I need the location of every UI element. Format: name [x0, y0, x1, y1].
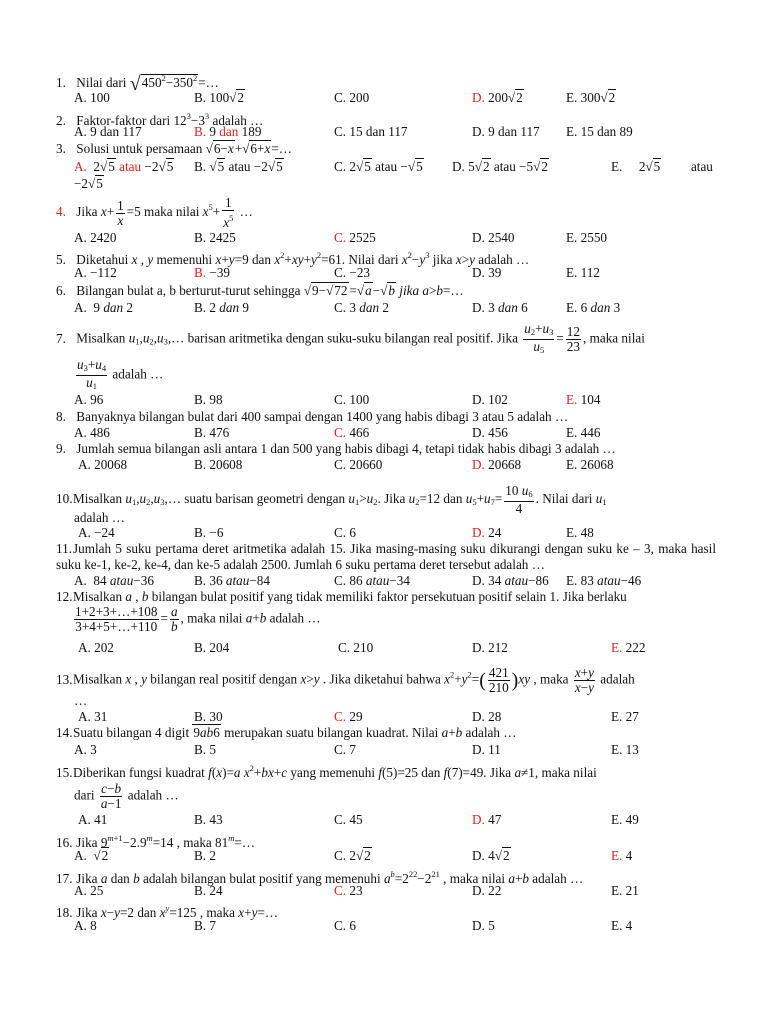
option-e: E. 4 [611, 918, 633, 933]
option-e: E. 6 dan 3 [566, 300, 621, 315]
option-d: D. 47 [472, 812, 502, 827]
option-b: B. −6 [194, 525, 224, 540]
question-13: 13.Misalkan x , y bilangan real positif dengan x>y . Jika diketahui bahwa $x^2+y^2=$( $\frac{421}{210}$ )xy , maka $\frac{x+y}{x-y}$ adalah [56, 665, 635, 695]
question-3: 3. Solusi untuk persamaan √6−x+√6+x=… [56, 141, 292, 156]
option-a: A. 486 [74, 425, 110, 440]
question-15: 15.Diberikan fungsi kuadrat f(x)=a $x^2+bx+c$ yang memenuhi f(5)=25 dan f(7)=49. Jika a≠1, maka nilai [56, 763, 597, 780]
option-d: D. 212 [472, 640, 508, 655]
option-c: C. 45 [334, 812, 363, 827]
option-b: B. 204 [194, 640, 230, 655]
option-e: E. 27 [611, 709, 639, 724]
question-number: 6. [56, 283, 66, 298]
option-a: A. 84 atau−36 [74, 573, 154, 588]
option-b: B. 2 dan 9 [194, 300, 249, 315]
option-d: D. 5 [472, 918, 495, 933]
question-7-cont: $\frac{u_3+u_4}{u_1}$ adalah … [77, 357, 164, 391]
question-10-cont: adalah … [74, 510, 125, 525]
option-b: B. 5 [194, 742, 216, 757]
option-a: A. 96 [74, 392, 104, 407]
option-e: E. 4 [611, 848, 633, 863]
option-a: A. 202 [78, 640, 114, 655]
option-a: A. 3 [74, 742, 97, 757]
option-e: E. 2550 [566, 230, 608, 245]
option-d: D. 24 [472, 525, 502, 540]
question-number: 15. [56, 765, 73, 780]
option-d: D. 20668 [472, 457, 522, 472]
option-b: B. 9 dan 189 [194, 124, 262, 139]
option-e: E. 446 [566, 425, 601, 440]
question-6: 6. Bilangan bulat a, b berturut-turut sehingga √9−√72 =√a−√b jika a>b=… [56, 283, 464, 298]
option-c: C. 6 [334, 918, 356, 933]
option-e: E. 21 [611, 883, 639, 898]
question-11: 11.Jumlah 5 suku pertama deret aritmetika adalah 15. Jika masing-masing suku dikurangi dengan suku ke – 3, maka hasil suku ke-1, ke-2, ke-4, dan ke-5 adalah 2500. Jumlah 6 suku pertama deret tersebut adalah … [56, 541, 716, 572]
option-a: A. 41 [78, 812, 108, 827]
question-12-cont: $\frac{1+2+3+\dots+108}{3+4+5+\dots+110}$ = $\frac{a}{b}$ , maka nilai a+b adalah … [75, 604, 321, 634]
option-d: D. 200√2 [472, 90, 523, 105]
question-number: 14. [56, 725, 73, 740]
option-c: C. −23 [334, 265, 371, 280]
option-b: B. 30 [194, 709, 223, 724]
option-e: E. 300√2 [566, 90, 616, 105]
question-5: 5. Diketahui x , y memenuhi x+y=9 dan $x^2+xy+y^2=61$. Nilai dari $x^2-y^3$ jika x>y adalah … [56, 250, 530, 267]
option-b: B. 476 [194, 425, 230, 440]
option-e: E. 112 [566, 265, 600, 280]
option-e-cont: −2√5 [74, 176, 103, 191]
option-d: D. 2540 [472, 230, 515, 245]
option-c: C. 200 [334, 90, 370, 105]
option-c: C. 210 [338, 640, 374, 655]
question-17: 17. Jika a dan b adalah bilangan bulat positif yang memenuhi $a^b=2^{22}-2^{21}$ , maka nilai a+b adalah … [56, 869, 584, 886]
option-e: E. 49 [611, 812, 639, 827]
option-a: A. −112 [74, 265, 117, 280]
question-number: 7. [56, 330, 66, 346]
option-d: D. 3 dan 6 [472, 300, 528, 315]
question-number: 18. [56, 905, 73, 920]
question-13-cont: … [74, 693, 88, 708]
option-e: E. 222 [611, 640, 646, 655]
option-c: C. 3 dan 2 [334, 300, 389, 315]
option-d: D. 22 [472, 883, 502, 898]
question-number: 2. [56, 113, 66, 128]
question-number: 9. [56, 441, 66, 456]
option-c: C. 466 [334, 425, 370, 440]
option-b: B. 2 [194, 848, 216, 863]
option-c: C. 2√5 atau −√5 [334, 159, 423, 174]
option-e: E. 13 [611, 742, 639, 757]
question-number: 12. [56, 589, 73, 604]
option-d: D. 102 [472, 392, 508, 407]
option-b: B. 2425 [194, 230, 236, 245]
question-2: 2. Faktor-faktor dari $12^3-3^3$ adalah … [56, 111, 264, 128]
question-number: 11. [56, 541, 72, 556]
question-7: 7. Misalkan $u_1,u_2,u_3,\dots$ barisan aritmetika dengan suku-suku bilangan real positif. Jika $\frac{u_2+u_3}{u_5}$ = $\frac{12}{23}$ , maka nilai [56, 321, 645, 355]
option-c: C. 86 atau−34 [334, 573, 410, 588]
option-c: C. 23 [334, 883, 363, 898]
question-number: 4. [56, 204, 66, 220]
option-a: A. 25 [74, 883, 104, 898]
question-15-cont: dari $\frac{c-b}{a-1}$ adalah … [74, 781, 179, 811]
option-a: A. 9 dan 117 [74, 124, 142, 139]
option-a: A. 100 [74, 90, 110, 105]
question-10: 10.Misalkan $u_1,u_2,u_3,\dots$ suatu barisan geometri dengan $u_1>u_2$. Jika $u_2=12$ dan $u_5+u_7=$ $\frac{10 u_6}{4}$ . Nilai dari $u_1$ [56, 483, 607, 516]
question-16: 16. Jika $9^{m+1}-2.9^m=14$ , maka $81^m=\dots$ [56, 833, 256, 850]
question-number: 3. [56, 141, 66, 156]
question-18: 18. Jika x−y=2 dan $x^y=125$ , maka x+y=… [56, 903, 279, 920]
question-number: 1. [56, 75, 66, 90]
question-1: 1. Nilai dari $√450^2-350^2=\dots$ [56, 72, 219, 95]
option-e: E. 104 [566, 392, 601, 407]
option-c: C. 100 [334, 392, 370, 407]
question-9: 9. Jumlah semua bilangan asli antara 1 dan 500 yang habis dibagi 4, tetapi tidak habis dibagi 3 adalah … [56, 441, 616, 456]
question-number: 16. [56, 835, 73, 850]
question-number: 8. [56, 409, 66, 424]
option-d: D. 28 [472, 709, 502, 724]
option-a: A. 20068 [78, 457, 128, 472]
option-e: E. 48 [566, 525, 594, 540]
option-c: C. 6 [334, 525, 356, 540]
option-d: D. 11 [472, 742, 501, 757]
option-c: C. 29 [334, 709, 363, 724]
option-c: C. 15 dan 117 [334, 124, 408, 139]
question-number: 5. [56, 252, 66, 267]
option-b: B. 36 atau−84 [194, 573, 270, 588]
option-e: E. 15 dan 89 [566, 124, 633, 139]
option-b: B. 24 [194, 883, 223, 898]
option-b: B. 7 [194, 918, 216, 933]
option-a: A. 31 [78, 709, 108, 724]
option-a: A. 9 dan 2 [74, 300, 133, 315]
question-14: 14.Suatu bilangan 4 digit 9ab6 merupakan suatu bilangan kuadrat. Nilai a+b adalah … [56, 725, 517, 740]
option-a: A. 2√5 atau −2√5 [74, 159, 174, 174]
question-number: 17. [56, 871, 73, 886]
option-d: D. 4√2 [472, 848, 510, 863]
option-e: E. 26068 [566, 457, 614, 472]
option-b: B. −39 [194, 265, 231, 280]
option-a: A. 8 [74, 918, 97, 933]
option-d: D. 5√2 atau −5√2 [452, 159, 548, 174]
option-e: E. 83 atau−46 [566, 573, 642, 588]
option-c: C. 7 [334, 742, 356, 757]
option-b: B. 43 [194, 812, 223, 827]
question-number: 13. [56, 671, 73, 687]
option-d: D. 456 [472, 425, 508, 440]
option-b: B. 98 [194, 392, 223, 407]
option-c: C. 2√2 [334, 848, 371, 863]
option-e: E. 2√5 atau [611, 159, 713, 174]
question-8: 8. Banyaknya bilangan bulat dari 400 sampai dengan 1400 yang habis dibagi 3 atau 5 adalah … [56, 409, 569, 424]
option-c: C. 20660 [334, 457, 383, 472]
option-b: B. 20608 [194, 457, 243, 472]
option-b: B. √5 atau −2√5 [194, 159, 283, 174]
question-12: 12.Misalkan a , b bilangan bulat positif yang tidak memiliki faktor persekutuan positif selain 1. Jika berlaku [56, 589, 627, 604]
option-a: A. √2 [74, 848, 109, 863]
option-d: D. 34 atau−86 [472, 573, 549, 588]
option-a: A. −24 [78, 525, 115, 540]
option-a: A. 2420 [74, 230, 117, 245]
option-c: C. 2525 [334, 230, 376, 245]
question-number: 10. [56, 491, 73, 507]
option-d: D. 9 dan 117 [472, 124, 540, 139]
question-4: 4. Jika x+ $\frac{1}{x}$ =5 maka nilai $x^5+$ $\frac{1}{x^5}$ … [56, 195, 253, 230]
option-b: B. 100√2 [194, 90, 245, 105]
option-d: D. 39 [472, 265, 502, 280]
